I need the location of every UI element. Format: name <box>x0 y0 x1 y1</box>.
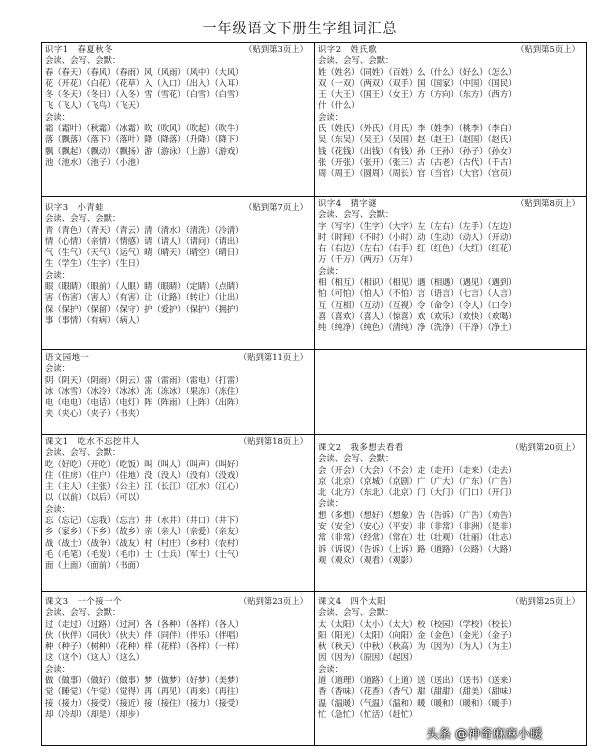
section-page: （贴到第7页上） <box>244 202 308 212</box>
section-page: （贴到第20页上） <box>510 442 580 452</box>
word-line: 因（因为）（原因）（起因） <box>318 652 418 663</box>
word-line: 万（千万）（两万）（万年） <box>318 254 418 265</box>
section-shizi-2 <box>315 44 586 196</box>
table-divider-row-2 <box>42 349 586 350</box>
section-shizi-3 <box>42 202 314 349</box>
word-line: 伙（伙伴）（同伙）（伙夫）伴（同伴）（伴乐）（伴唱） <box>45 629 244 640</box>
table-divider-row-4 <box>42 591 586 592</box>
word-line: 安（安全）（安心）（平安）非（非常）（非洲）（是非） <box>318 521 517 532</box>
word-line: 北（北方）（东北）（北京）门（大门）（门口）（开门） <box>318 487 517 498</box>
word-table <box>41 42 587 746</box>
sub-heading: 会读、会写、会默： <box>318 453 394 464</box>
word-line: 种（种子）（树种）（花种）样（花样）（各样）（一样） <box>45 641 244 652</box>
word-line: 电（电电）（电话）（电灯）阵（阵雨）（上阵）（出阵） <box>45 397 244 408</box>
word-line: 生（学生）（生字）（生日） <box>45 258 145 269</box>
word-line: 飘（飘起）（飘动）（飘扬）游（游泳）（上游）（游戏） <box>45 145 244 156</box>
word-line: 害（伤害）（害人）（有害）让（让路）（转让）（让出） <box>45 292 244 303</box>
word-line: 钱（花钱）（出钱）（有钱）孙（王孙）（孙子）（孙女） <box>318 145 517 156</box>
word-line: 阴（阴天）（阴雨）（阴云）雷（雷雨）（雷电）（打雷） <box>45 374 244 385</box>
word-line: 冬（冬天）（冬日）（入冬）雪（雪花）（白雪）（白雪） <box>45 89 244 100</box>
word-line: 相（相互）（相识）（相见）遇（相遇）（遇见）（遇到） <box>318 277 517 288</box>
word-line: 香（香味）（花香）（香气）甜（甜甜）（甜美）（甜味） <box>318 686 517 697</box>
sub-heading: 会读： <box>45 269 71 280</box>
word-line: 周（周王）（圆周）（周长）官（当官）（大官）（官员） <box>318 168 517 179</box>
sub-heading: 会读、会写、会默： <box>318 209 394 220</box>
word-line: 气（生气）（天气）（运气）晴（晴天）（晴空）（晴日） <box>45 247 244 258</box>
sub-heading: 会读： <box>318 265 344 276</box>
section-page: （贴到第23页上） <box>238 596 308 606</box>
word-line: 主（主人）（主张）（公主）江（长江）（江水）（江心） <box>45 481 244 492</box>
word-line: 保（保护）（保留）（保守）护（爱护）（保护）（拥护） <box>45 303 244 314</box>
section-page: （贴到第8页上） <box>516 198 580 208</box>
word-line: 眼（眼睛）（眼前）（人眼）睛（眼睛）（定睛）（点睛） <box>45 281 244 292</box>
word-line: 京（北京）（京城）（京剧）广（广大）（广东）（广告） <box>318 475 517 486</box>
word-line: 温（温暖）（气温）（温和）暖（暖和）（暖和）（暖手） <box>318 697 517 708</box>
sub-heading: 会读： <box>45 363 71 374</box>
section-title: 识字4 猜字谜 <box>318 198 378 208</box>
section-yuwen-yuandi-1 <box>42 352 314 434</box>
sub-heading: 会读、会写、会默： <box>45 213 121 224</box>
word-line: 道（道理）（道路）（上道）送（送出）（送书）（送来） <box>318 675 517 686</box>
word-line: 夹（夹心）（夹子）（书夹） <box>45 408 145 419</box>
word-line: 忘（忘记）（忘我）（忘言）井（水井）（井口）（井下） <box>45 515 244 526</box>
section-page: （贴到第11页上） <box>238 352 308 362</box>
word-line: 阳（阳光）（太阳）（向阳）金（金色）（金光）（金子） <box>318 629 517 640</box>
word-line: 过（走过）（过路）（过河）各（各种）（各样）（各人） <box>45 618 244 629</box>
sub-heading: 会读、会写、会默： <box>318 607 394 618</box>
word-line: 却（冷却）（却是）（却步） <box>45 708 145 719</box>
sub-heading: 会读、会写、会默： <box>45 55 121 66</box>
word-line: 觉（睡觉）（午觉）（觉得）再（再见）（再来）（再往） <box>45 686 244 697</box>
section-title: 识字3 小青蛙 <box>45 202 105 212</box>
word-line: 纯（纯净）（纯色）（清纯）净（洗净）（干净）（净土） <box>318 322 517 333</box>
word-line: 吃（好吃）（开吃）（吃饭）叫（叫人）（叫声）（叫好） <box>45 458 244 469</box>
word-line: 毛（毛笔）（毛发）（毛巾）士（士兵）（军士）（士气） <box>45 548 244 559</box>
word-line: 想（多想）（想好）（想象）告（告诉）（广告）（劝告） <box>318 509 517 520</box>
section-title: 课文1 吃水不忘挖井人 <box>45 436 140 446</box>
watermark: 头条 @神奇麻麻小暖 <box>426 726 543 741</box>
word-line: 会（开会）（大会）（不会）走（走开）（走来）（走去） <box>318 464 517 475</box>
word-line: 池（池水）（池子）（小池） <box>45 156 145 167</box>
word-line: 字（写字）（生字）（大字）左（左右）（左手）（左边） <box>318 220 517 231</box>
word-line: 秋（秋天）（中秋）（秋高）为（因为）（为人）（为主） <box>318 641 517 652</box>
word-line: 霜（霜叶）（秋霜）（冰霜）吹（吹风）（吹起）（吹牛） <box>45 123 244 134</box>
word-line: 春（春天）（春风）（春雨）风（风雨）（风中）（大风） <box>45 66 244 77</box>
section-title: 课文4 四个太阳 <box>318 596 386 606</box>
sub-heading: 会读： <box>45 111 71 122</box>
word-line: 王（大王）（国王）（女王）方（方向）（东方）（西方） <box>318 89 517 100</box>
section-page: （贴到第3页上） <box>244 44 308 54</box>
word-line: 诉（诉说）（告诉）（上诉）路（道路）（公路）（大路） <box>318 543 517 554</box>
word-line: 事（事情）（有病）（病人） <box>45 314 145 325</box>
word-line: 飞（飞人）（飞鸟）（飞天） <box>45 100 145 111</box>
section-title: 课文2 我多想去看看 <box>318 442 404 452</box>
section-kewen-4 <box>315 596 586 745</box>
word-line: 右（右边）（左右）（右手）红（红色）（大红）（红花） <box>318 243 517 254</box>
table-divider-row-3 <box>42 434 586 435</box>
word-line: 互（互相）（互动）（互视）令（命令）（令人）（口令） <box>318 299 517 310</box>
sub-heading: 会读： <box>45 503 71 514</box>
sub-heading: 会读、会写、会默： <box>318 55 394 66</box>
section-page: （贴到第18页上） <box>238 436 308 446</box>
word-line: 花（开花）（白花）（花草）入（入口）（出入）（入耳） <box>45 77 244 88</box>
page-title: 一年级语文下册生字组词汇总 <box>202 21 398 37</box>
section-title: 语文园地一 <box>45 352 90 362</box>
word-line: 常（非常）（经常）（常在）壮（壮观）（壮丽）（壮志） <box>318 532 517 543</box>
section-kewen-3 <box>42 596 314 745</box>
word-line: 太（太阳）（太小）（太大）校（校园）（学校）（校长） <box>318 618 517 629</box>
sub-heading: 会读、会写、会默： <box>45 607 121 618</box>
section-shizi-1 <box>42 44 314 196</box>
section-title: 识字2 姓氏歌 <box>318 44 378 54</box>
word-line: 冰（冰雪）（冰冷）（冰冰）冻（冻冰）（果冻）（冻住） <box>45 385 244 396</box>
word-line: 喜（喜欢）（喜人）（惊喜）欢（欢乐）（欢快）（欢喝） <box>318 310 517 321</box>
word-line: 做（做事）（做好）（做事）梦（做梦）（好梦）（美梦） <box>45 675 244 686</box>
word-line: 落（飘落）（落下）（落叶）降（降落）（升降）（降下） <box>45 134 244 145</box>
section-kewen-1 <box>42 436 314 591</box>
word-line: 面（上面）（面前）（书面） <box>45 560 145 571</box>
word-line: 战（战士）（战争）（战友）村（村庄）（乡村）（农村） <box>45 537 244 548</box>
section-title: 识字1 春夏秋冬 <box>45 44 113 54</box>
word-line: 什（什么） <box>318 100 360 111</box>
word-line: 姓（姓名）（同姓）（百姓）么（什么）（好么）（怎么） <box>318 66 517 77</box>
word-line: 观（观众）（观看）（观影） <box>318 554 418 565</box>
section-title: 课文3 一个接一个 <box>45 596 122 606</box>
word-line: 以（以前）（以后）（可以） <box>45 492 145 503</box>
word-line: 怕（可怕）（怕人）（不怕）言（语言）（七言）（人言） <box>318 288 517 299</box>
word-line: 接（接力）（接受）（接近）接（接住）（接力）（接受） <box>45 697 244 708</box>
section-page: （贴到第25页上） <box>510 596 580 606</box>
table-divider-row-1 <box>42 196 586 197</box>
sub-heading: 会读： <box>318 663 344 674</box>
word-line: 这（这个）（这人）（这么） <box>45 652 145 663</box>
word-line: 吴（东吴）（吴王）（吴国）赵（赵王）（赵国）（赵氏） <box>318 134 517 145</box>
sub-heading: 会读： <box>45 663 71 674</box>
word-line: 时（时间）（不时）（小时）动（生动）（动人）（开动） <box>318 231 517 242</box>
section-kewen-2 <box>315 442 586 591</box>
sub-heading: 会读： <box>318 111 344 122</box>
sub-heading: 会读： <box>318 498 344 509</box>
section-page: （贴到第5页上） <box>516 44 580 54</box>
sub-heading: 会读、会写、会默： <box>45 447 121 458</box>
word-line: 双（一双）（两双）（双手）国（国家）（中国）（国民） <box>318 77 517 88</box>
section-shizi-4 <box>315 198 586 349</box>
word-line: 忙（急忙）（忙活）（赶忙） <box>318 708 418 719</box>
word-line: 住（住房）（住户）（住地）没（没人）（没有）（没戏） <box>45 469 244 480</box>
word-line: 氏（姓氏）（外氏）（月氏）李（姓李）（桃李）（李白） <box>318 123 517 134</box>
word-line: 青（青色）（青天）（青云）清（清水）（清洗）（冷清） <box>45 224 244 235</box>
word-line: 情（心情）（亲情）（情感）请（请人）（请问）（请出） <box>45 235 244 246</box>
word-line: 张（开张）（张开）（张三）古（古老）（古代）（千古） <box>318 156 517 167</box>
word-line: 乡（家乡）（下乡）（故乡）亲（亲人）（亲爱）（亲友） <box>45 526 244 537</box>
